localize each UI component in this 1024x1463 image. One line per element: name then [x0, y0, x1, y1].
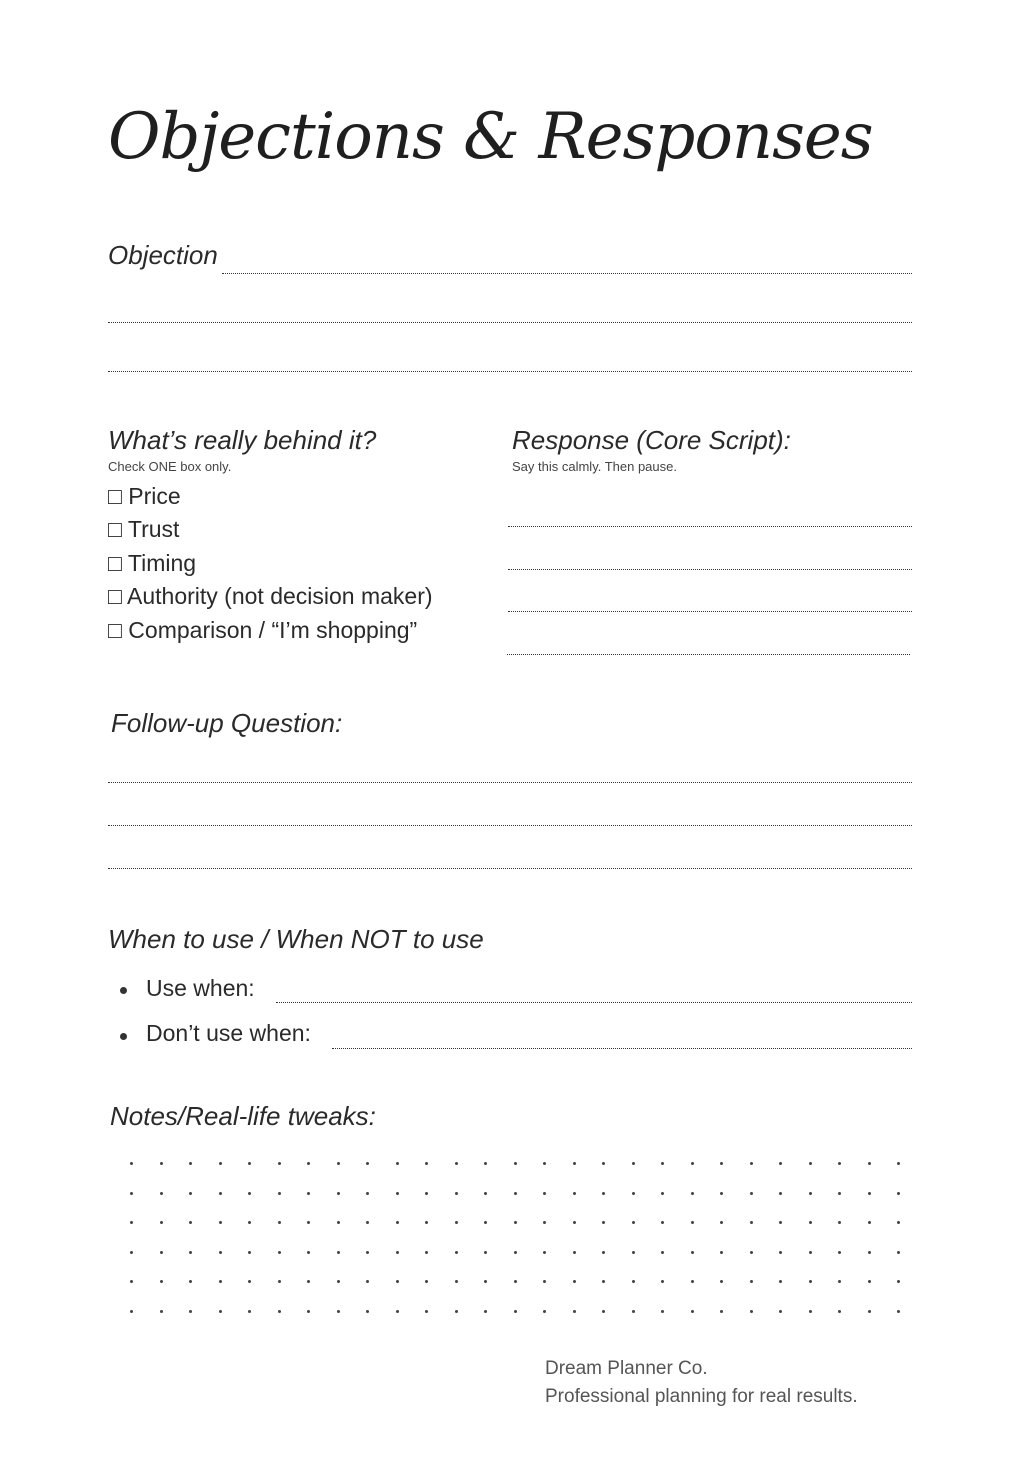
option-label: Trust — [127, 516, 180, 542]
grid-dot — [130, 1310, 133, 1313]
followup-line-2[interactable] — [108, 825, 912, 826]
grid-dot — [396, 1192, 399, 1195]
grid-dot — [720, 1221, 723, 1224]
response-line-1[interactable] — [508, 526, 912, 527]
grid-dot — [573, 1162, 576, 1165]
grid-dot — [838, 1280, 841, 1283]
grid-dot — [661, 1221, 664, 1224]
grid-dot — [691, 1221, 694, 1224]
response-hint: Say this calmly. Then pause. — [512, 459, 677, 474]
grid-dot — [337, 1221, 340, 1224]
grid-dot — [455, 1221, 458, 1224]
grid-dot — [543, 1310, 546, 1313]
grid-dot — [838, 1162, 841, 1165]
grid-dot — [484, 1310, 487, 1313]
checkbox-icon[interactable]: □ — [108, 550, 122, 576]
grid-dot — [838, 1310, 841, 1313]
grid-dot — [425, 1251, 428, 1254]
option-label: Comparison / “I’m shopping” — [128, 617, 418, 643]
grid-dot — [838, 1192, 841, 1195]
grid-dot — [130, 1192, 133, 1195]
grid-dot — [809, 1221, 812, 1224]
grid-dot — [396, 1251, 399, 1254]
grid-dot — [868, 1310, 871, 1313]
bullet-icon — [120, 987, 127, 994]
grid-dot — [602, 1221, 605, 1224]
footer-tagline: Professional planning for real results. — [545, 1386, 858, 1407]
objection-line-3[interactable] — [108, 371, 912, 372]
grid-dot — [248, 1192, 251, 1195]
response-line-3[interactable] — [508, 611, 912, 612]
objection-line-1[interactable] — [222, 273, 912, 274]
grid-dot — [602, 1162, 605, 1165]
grid-dot — [602, 1280, 605, 1283]
use-when-label: Use when: — [146, 975, 255, 1001]
grid-dot — [160, 1310, 163, 1313]
grid-dot — [248, 1162, 251, 1165]
grid-dot — [337, 1162, 340, 1165]
grid-dot — [720, 1162, 723, 1165]
grid-dot — [573, 1310, 576, 1313]
grid-dot — [514, 1280, 517, 1283]
checkbox-icon[interactable]: □ — [108, 483, 122, 509]
grid-dot — [484, 1221, 487, 1224]
grid-dot — [189, 1251, 192, 1254]
grid-dot — [219, 1162, 222, 1165]
grid-dot — [278, 1192, 281, 1195]
grid-dot — [868, 1162, 871, 1165]
grid-dot — [750, 1162, 753, 1165]
grid-dot — [720, 1251, 723, 1254]
grid-dot — [632, 1251, 635, 1254]
bullet-icon — [120, 1033, 127, 1040]
option-label: Price — [128, 483, 181, 509]
grid-dot — [160, 1192, 163, 1195]
grid-dot — [484, 1192, 487, 1195]
grid-dot — [750, 1221, 753, 1224]
grid-dot — [278, 1280, 281, 1283]
grid-dot — [455, 1310, 458, 1313]
grid-dot — [691, 1251, 694, 1254]
grid-dot — [484, 1280, 487, 1283]
checkbox-option-trust[interactable] — [108, 516, 179, 543]
grid-dot — [897, 1221, 900, 1224]
grid-dot — [366, 1221, 369, 1224]
grid-dot — [809, 1280, 812, 1283]
grid-dot — [396, 1221, 399, 1224]
grid-dot — [514, 1192, 517, 1195]
grid-dot — [130, 1280, 133, 1283]
response-line-2[interactable] — [508, 569, 912, 570]
grid-dot — [661, 1280, 664, 1283]
option-label: Authority (not decision maker) — [127, 583, 433, 609]
grid-dot — [337, 1310, 340, 1313]
grid-dot — [425, 1162, 428, 1165]
page-title: Objections & Responses — [108, 100, 873, 174]
grid-dot — [160, 1162, 163, 1165]
grid-dot — [720, 1192, 723, 1195]
grid-dot — [573, 1192, 576, 1195]
grid-dot — [543, 1192, 546, 1195]
objection-line-2[interactable] — [108, 322, 912, 323]
grid-dot — [809, 1192, 812, 1195]
grid-dot — [661, 1310, 664, 1313]
grid-dot — [838, 1251, 841, 1254]
grid-dot — [779, 1310, 782, 1313]
grid-dot — [632, 1280, 635, 1283]
grid-dot — [779, 1192, 782, 1195]
grid-dot — [632, 1192, 635, 1195]
grid-dot — [809, 1162, 812, 1165]
grid-dot — [868, 1221, 871, 1224]
grid-dot — [897, 1310, 900, 1313]
grid-dot — [455, 1192, 458, 1195]
checkbox-option-comparison[interactable] — [108, 617, 417, 644]
grid-dot — [219, 1280, 222, 1283]
grid-dot — [779, 1280, 782, 1283]
grid-dot — [278, 1162, 281, 1165]
grid-dot — [632, 1162, 635, 1165]
grid-dot — [602, 1310, 605, 1313]
grid-dot — [868, 1251, 871, 1254]
grid-dot — [130, 1221, 133, 1224]
behind-hint: Check ONE box only. — [108, 459, 232, 474]
grid-dot — [425, 1280, 428, 1283]
grid-dot — [396, 1280, 399, 1283]
grid-dot — [307, 1192, 310, 1195]
grid-dot — [160, 1221, 163, 1224]
when-heading: When to use / When NOT to use — [108, 924, 484, 954]
checkbox-icon[interactable]: □ — [108, 516, 122, 542]
grid-dot — [573, 1251, 576, 1254]
checkbox-option-price[interactable] — [108, 483, 181, 510]
grid-dot — [278, 1221, 281, 1224]
grid-dot — [189, 1280, 192, 1283]
grid-dot — [632, 1221, 635, 1224]
grid-dot — [278, 1251, 281, 1254]
grid-dot — [396, 1310, 399, 1313]
dont-use-when-line[interactable] — [332, 1048, 912, 1049]
checkbox-icon[interactable]: □ — [108, 617, 122, 643]
grid-dot — [307, 1251, 310, 1254]
grid-dot — [543, 1251, 546, 1254]
grid-dot — [691, 1162, 694, 1165]
grid-dot — [307, 1221, 310, 1224]
footer-company: Dream Planner Co. — [545, 1358, 708, 1379]
grid-dot — [484, 1162, 487, 1165]
followup-line-3[interactable] — [108, 868, 912, 869]
grid-dot — [514, 1221, 517, 1224]
grid-dot — [455, 1162, 458, 1165]
grid-dot — [661, 1162, 664, 1165]
grid-dot — [514, 1310, 517, 1313]
behind-heading: What’s really behind it? — [108, 425, 377, 455]
notes-dot-grid[interactable] — [118, 1152, 918, 1332]
grid-dot — [307, 1162, 310, 1165]
grid-dot — [337, 1192, 340, 1195]
grid-dot — [838, 1221, 841, 1224]
grid-dot — [514, 1251, 517, 1254]
followup-line-1[interactable] — [108, 782, 912, 783]
checkbox-option-timing[interactable] — [108, 550, 196, 577]
grid-dot — [219, 1310, 222, 1313]
grid-dot — [189, 1310, 192, 1313]
grid-dot — [514, 1162, 517, 1165]
grid-dot — [897, 1162, 900, 1165]
grid-dot — [189, 1162, 192, 1165]
grid-dot — [750, 1280, 753, 1283]
grid-dot — [337, 1280, 340, 1283]
grid-dot — [455, 1280, 458, 1283]
grid-dot — [307, 1310, 310, 1313]
grid-dot — [779, 1221, 782, 1224]
grid-dot — [337, 1251, 340, 1254]
grid-dot — [248, 1310, 251, 1313]
checkbox-option-authority[interactable] — [108, 583, 433, 610]
grid-dot — [366, 1192, 369, 1195]
grid-dot — [248, 1251, 251, 1254]
grid-dot — [189, 1221, 192, 1224]
grid-dot — [779, 1162, 782, 1165]
grid-dot — [691, 1310, 694, 1313]
objection-label: Objection — [108, 240, 218, 270]
checkbox-icon[interactable]: □ — [108, 583, 122, 609]
response-line-4[interactable] — [507, 654, 910, 655]
grid-dot — [366, 1280, 369, 1283]
grid-dot — [543, 1221, 546, 1224]
grid-dot — [720, 1310, 723, 1313]
grid-dot — [189, 1192, 192, 1195]
grid-dot — [543, 1280, 546, 1283]
grid-dot — [425, 1192, 428, 1195]
grid-dot — [602, 1192, 605, 1195]
grid-dot — [897, 1251, 900, 1254]
grid-dot — [455, 1251, 458, 1254]
grid-dot — [278, 1310, 281, 1313]
grid-dot — [307, 1280, 310, 1283]
grid-dot — [130, 1251, 133, 1254]
grid-dot — [130, 1162, 133, 1165]
notes-heading: Notes/Real-life tweaks: — [110, 1101, 376, 1131]
grid-dot — [661, 1192, 664, 1195]
grid-dot — [425, 1310, 428, 1313]
grid-dot — [750, 1192, 753, 1195]
grid-dot — [868, 1280, 871, 1283]
grid-dot — [632, 1310, 635, 1313]
grid-dot — [809, 1251, 812, 1254]
grid-dot — [573, 1221, 576, 1224]
grid-dot — [366, 1251, 369, 1254]
grid-dot — [543, 1162, 546, 1165]
grid-dot — [219, 1221, 222, 1224]
followup-heading: Follow-up Question: — [111, 708, 343, 738]
grid-dot — [425, 1221, 428, 1224]
grid-dot — [720, 1280, 723, 1283]
grid-dot — [809, 1310, 812, 1313]
grid-dot — [779, 1251, 782, 1254]
dont-use-when-label: Don’t use when: — [146, 1020, 311, 1046]
grid-dot — [691, 1192, 694, 1195]
grid-dot — [366, 1310, 369, 1313]
grid-dot — [396, 1162, 399, 1165]
grid-dot — [366, 1162, 369, 1165]
grid-dot — [573, 1280, 576, 1283]
grid-dot — [160, 1280, 163, 1283]
grid-dot — [248, 1221, 251, 1224]
grid-dot — [868, 1192, 871, 1195]
grid-dot — [661, 1251, 664, 1254]
grid-dot — [750, 1310, 753, 1313]
grid-dot — [160, 1251, 163, 1254]
grid-dot — [691, 1280, 694, 1283]
grid-dot — [897, 1280, 900, 1283]
grid-dot — [484, 1251, 487, 1254]
grid-dot — [219, 1192, 222, 1195]
grid-dot — [219, 1251, 222, 1254]
option-label: Timing — [127, 550, 197, 576]
grid-dot — [248, 1280, 251, 1283]
use-when-line[interactable] — [276, 1002, 912, 1003]
grid-dot — [750, 1251, 753, 1254]
grid-dot — [897, 1192, 900, 1195]
grid-dot — [602, 1251, 605, 1254]
response-heading: Response (Core Script): — [512, 425, 791, 455]
